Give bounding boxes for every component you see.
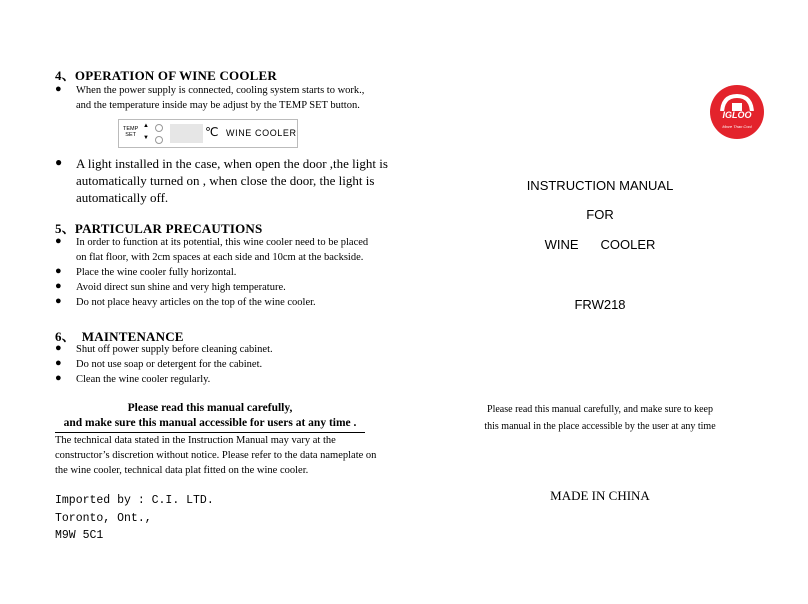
temp-control-panel xyxy=(118,119,298,148)
manual-title: INSTRUCTION MANUAL xyxy=(526,178,674,193)
section-5-item: In order to function at its potential, this wine cooler need to be placed xyxy=(76,237,369,248)
down-button[interactable] xyxy=(155,136,163,144)
down-arrow-icon: ▼ xyxy=(143,135,149,141)
section-6-item: Do not use soap or detergent for the cabinet. xyxy=(76,359,263,370)
section-4-bullet-2-line-3: automatically off. xyxy=(76,190,169,205)
bullet-icon: ● xyxy=(55,295,62,307)
section-4-bullet-1-line-1: When the power supply is connected, cooling system starts to work., xyxy=(76,85,365,96)
temp-set-label xyxy=(123,126,138,138)
technical-data-line-3: the wine cooler, technical data plat fitted on the wine cooler. xyxy=(55,465,309,476)
set-label: SET xyxy=(125,132,136,138)
bullet-icon: ● xyxy=(55,235,62,247)
temp-label: TEMP xyxy=(123,126,139,132)
section-5-heading: 5、PARTICULAR PRECAUTIONS xyxy=(55,221,263,236)
made-in-china: MADE IN CHINA xyxy=(550,488,650,503)
bullet-icon: ● xyxy=(55,357,62,369)
importer-line-2: Toronto, Ont., xyxy=(55,512,152,525)
notice-line-1: Please read this manual carefully, xyxy=(127,402,293,414)
section-4-bullet-2-line-1: A light installed in the case, when open the door ,the light is xyxy=(76,156,388,171)
logo-brand: IGLOO xyxy=(722,110,752,120)
model-number: FRW218 xyxy=(574,297,626,312)
keep-manual-note-line-1: Please read this manual carefully, and make sure to keep xyxy=(487,404,713,415)
bullet-icon: ● xyxy=(55,83,62,95)
title-cooler: COOLER xyxy=(600,237,656,252)
up-button[interactable] xyxy=(155,124,163,132)
celsius-unit: ℃ xyxy=(205,125,219,139)
wine-cooler-label: WINE COOLER xyxy=(226,128,297,138)
section-5-item: Place the wine cooler fully horizontal. xyxy=(76,267,237,278)
title-wine: WINE xyxy=(544,237,579,252)
technical-data-line-1: The technical data stated in the Instruction Manual may vary at the xyxy=(55,435,336,446)
logo-tagline: Move Than Cool xyxy=(722,124,752,129)
bullet-icon: ● xyxy=(55,342,62,354)
section-6-item: Clean the wine cooler regularly. xyxy=(76,374,211,385)
manual-title-for: FOR xyxy=(586,207,614,222)
bullet-icon: ● xyxy=(55,155,63,169)
igloo-logo xyxy=(708,84,766,140)
section-5-item: Avoid direct sun shine and very high temperature. xyxy=(76,282,286,293)
temperature-display xyxy=(170,124,203,143)
up-arrow-icon: ▲ xyxy=(143,123,149,129)
technical-data-line-2: constructor’s discretion without notice. Please refer to the data nameplate on xyxy=(55,450,377,461)
section-4-bullet-2-line-2: automatically turned on , when close the door, the light is xyxy=(76,173,375,188)
bullet-icon: ● xyxy=(55,265,62,277)
bullet-icon: ● xyxy=(55,372,62,384)
manual-title-product xyxy=(440,237,760,252)
section-5-item: on flat floor, with 2cm spaces at each side and 10cm at the backside. xyxy=(76,252,364,263)
notice-line-2: and make sure this manual accessible for users at any time . xyxy=(63,417,357,429)
importer-line-3: M9W 5C1 xyxy=(55,529,104,542)
section-4-bullet-1-line-2: and the temperature inside may be adjust by the TEMP SET button. xyxy=(76,100,360,111)
section-6-heading: 6、 MAINTENANCE xyxy=(55,329,184,344)
section-4-heading: 4、OPERATION OF WINE COOLER xyxy=(55,68,278,83)
section-6-item: Shut off power supply before cleaning cabinet. xyxy=(76,344,273,355)
bullet-icon: ● xyxy=(55,280,62,292)
section-5-item: Do not place heavy articles on the top of the wine cooler. xyxy=(76,297,316,308)
keep-manual-note-line-2: this manual in the place accessible by the user at any time xyxy=(484,421,716,432)
importer-line-1: Imported by : C.I. LTD. xyxy=(55,494,214,507)
